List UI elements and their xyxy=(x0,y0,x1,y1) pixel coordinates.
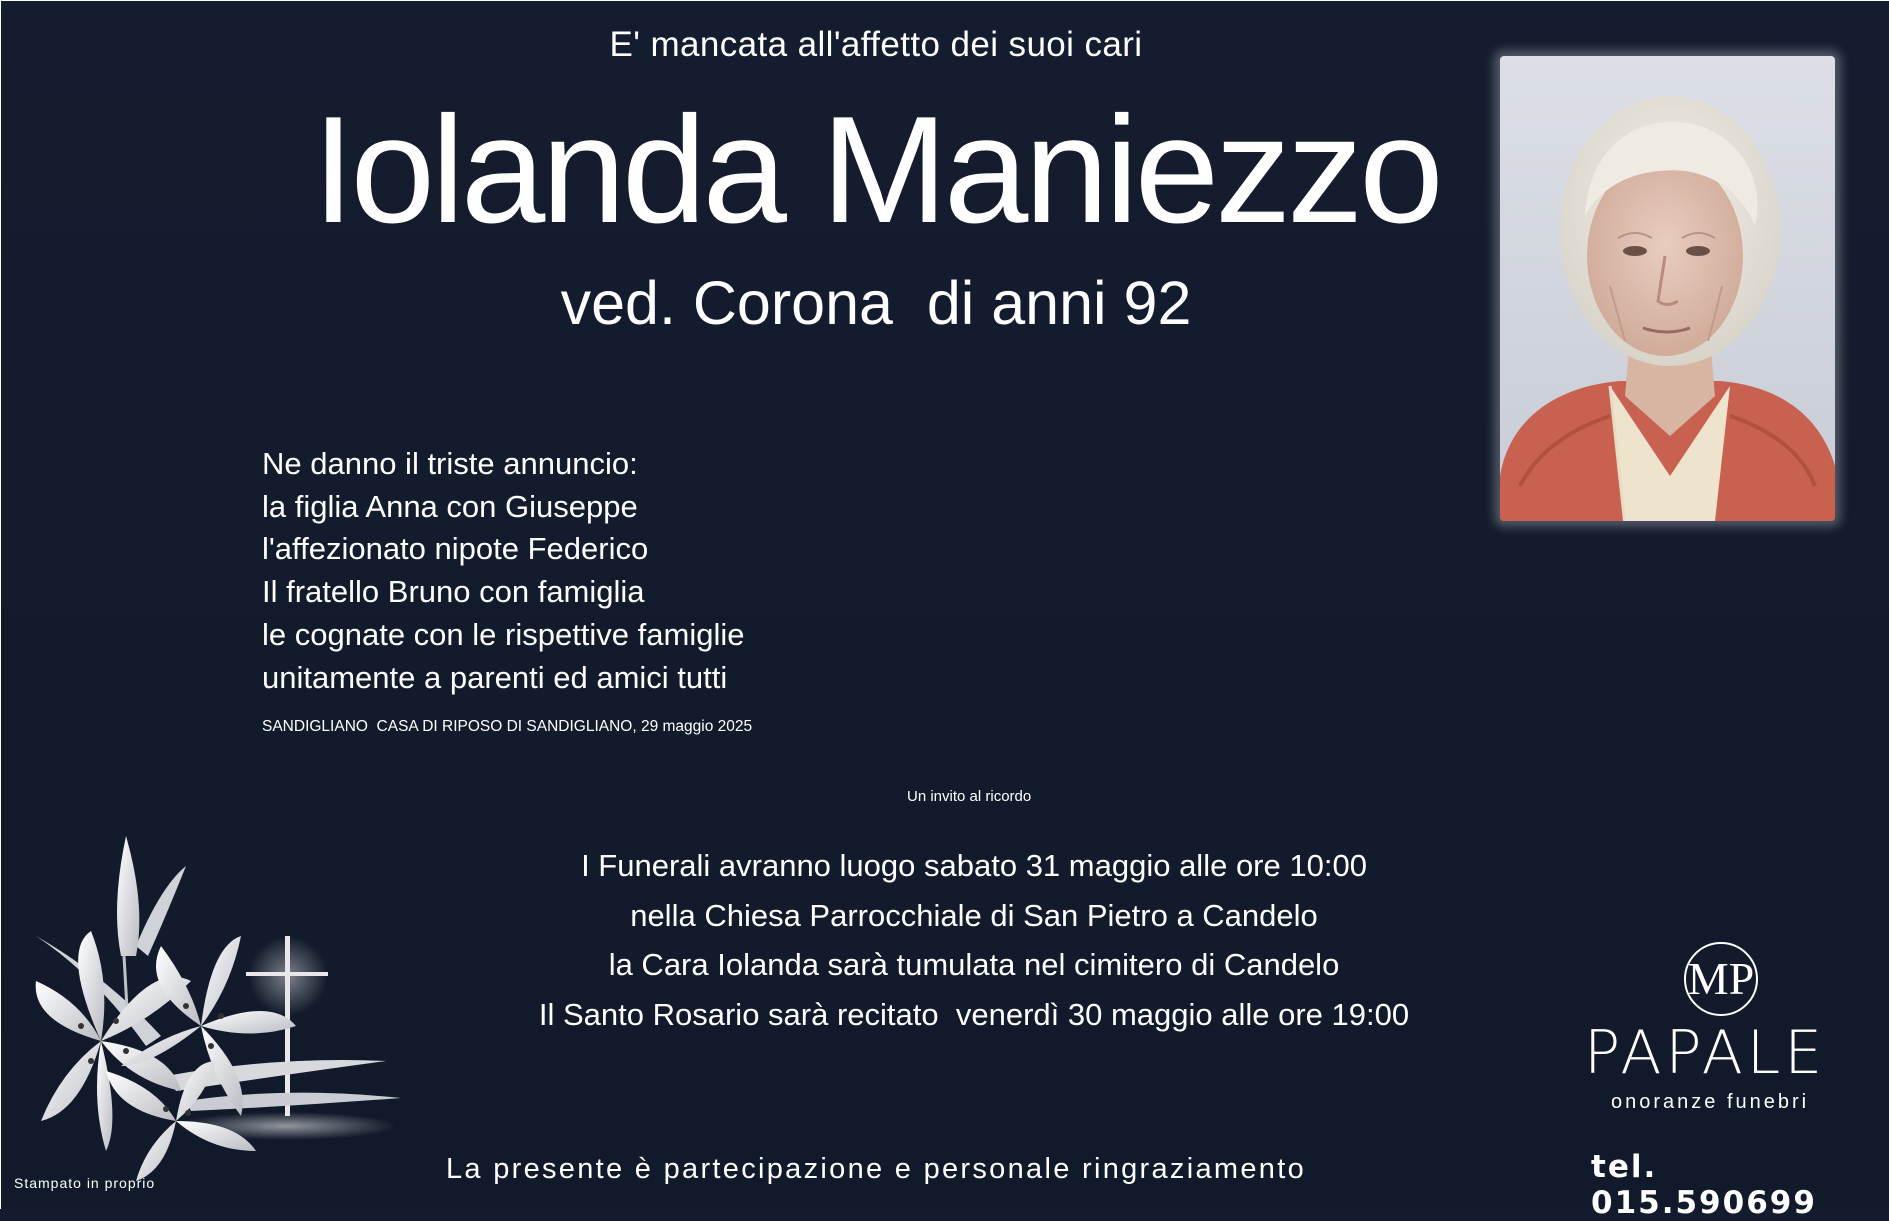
funeral-line: I Funerali avranno luogo sabato 31 maggio alle ore 10:00 xyxy=(581,848,1367,883)
logo-subtitle: onoranze funebri xyxy=(1611,1091,1810,1113)
portrait-image xyxy=(1500,56,1835,521)
invite-caption: Un invito al ricordo xyxy=(907,788,1032,805)
announcement-line: Il fratello Bruno con famiglia xyxy=(262,574,645,610)
announcement-line: le cognate con le rispettive famiglie xyxy=(262,616,745,652)
funeral-line: Il Santo Rosario sarà recitato venerdì 30 maggio alle ore 19:00 xyxy=(538,996,1410,1032)
announcement-line: Ne danno il triste annuncio: xyxy=(262,446,638,481)
portrait-photo xyxy=(1500,56,1835,521)
intro-text: E' mancata all'affetto dei suoi cari xyxy=(609,25,1143,64)
logo-name: PAPALE xyxy=(1584,1018,1827,1088)
place-date: SANDIGLIANO CASA DI RIPOSO DI SANDIGLIANO, 29 maggio 2025 xyxy=(262,718,753,735)
closing-text: La presente è partecipazione e personale ringraziamento xyxy=(445,1153,1307,1185)
funeral-line: nella Chiesa Parrocchiale di San Pietro a Candelo xyxy=(630,897,1318,933)
phone-number: tel. 015.590699 xyxy=(1591,1149,1817,1221)
announcement-block xyxy=(262,443,744,699)
funeral-info xyxy=(301,841,1647,1039)
deceased-subtitle: ved. Corona di anni 92 xyxy=(560,269,1192,337)
printed-note: Stampato in proprio xyxy=(14,1175,156,1191)
announcement-line: unitamente a parenti ed amici tutti xyxy=(262,659,728,695)
deceased-name: Iolanda Maniezzo xyxy=(312,85,1440,255)
lily-bouquet-with-cross-icon xyxy=(16,826,416,1186)
logo-monogram: MP xyxy=(1687,953,1755,1004)
funeral-line: la Cara Iolanda sarà tumulata nel cimitero di Candelo xyxy=(608,947,1340,982)
announcement-line: la figlia Anna con Giuseppe xyxy=(262,488,638,524)
announcement-line: l'affezionato nipote Federico xyxy=(262,531,649,567)
